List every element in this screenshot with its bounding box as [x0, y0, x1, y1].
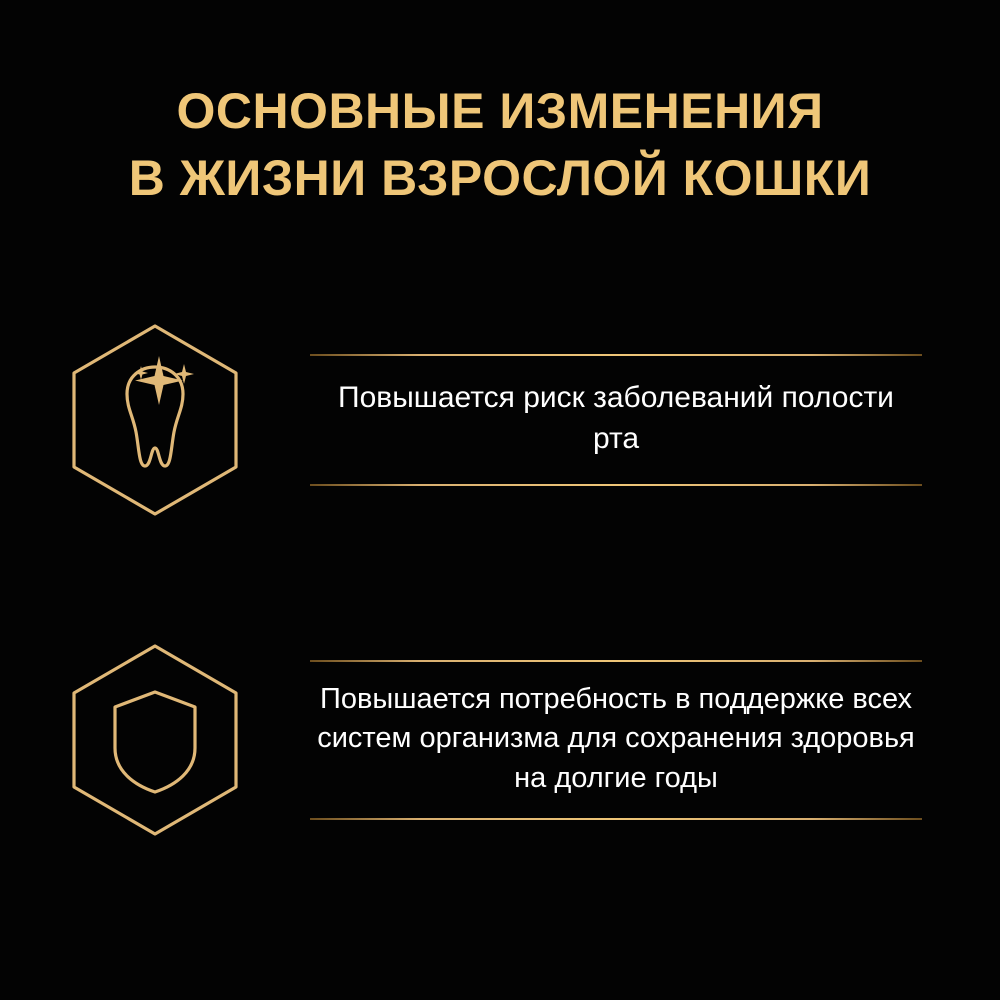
icon-cell	[0, 320, 310, 520]
page-title	[0, 78, 1000, 212]
title-line-1: ОСНОВНЫЕ ИЗМЕНЕНИЯ	[176, 83, 824, 139]
title-line-2: В ЖИЗНИ ВЗРОСЛОЙ КОШКИ	[128, 150, 872, 206]
icon-cell	[0, 640, 310, 840]
list-item	[0, 320, 1000, 520]
list-item-label: Повышается риск заболеваний полости рта	[338, 381, 894, 455]
shield-hexagon-icon	[55, 640, 255, 840]
list-item-label: Повышается потребность в поддержке всех систем организма для сохранения здоровья на долгие годы	[317, 682, 915, 794]
text-cell	[310, 354, 1000, 486]
list-item	[0, 615, 1000, 865]
tooth-sparkle-hexagon-icon	[55, 320, 255, 520]
divider-bottom	[310, 484, 922, 486]
divider-bottom	[310, 818, 922, 820]
text-cell	[310, 660, 1000, 820]
